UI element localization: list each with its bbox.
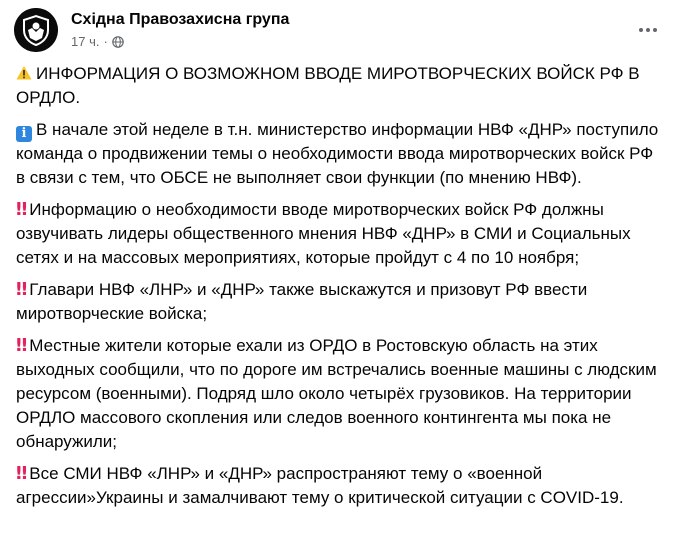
post-timestamp[interactable]: 17 ч. bbox=[71, 34, 100, 49]
post-paragraph bbox=[16, 198, 662, 270]
post-paragraph bbox=[16, 118, 662, 190]
paragraph-text: Местные жители которые ехали из ОРДО в Ростовскую область на этих выходных сообщили, что по дороге им встречались военные машины с людским ресурсом (военными). Подряд шло около четырёх грузовиков. На территории ОРДЛО массового скопления или следов военного контингента мы пока не обнаружили; bbox=[16, 336, 657, 451]
paragraph-text: В начале этой неделе в т.н. министерство информации НВФ «ДНР» поступило команда о продвижении темы о необходимости ввода миротворческих войск РФ в связи с тем, что ОБСЕ не выполняет свои функции (по мнению НВФ). bbox=[16, 120, 659, 187]
double-exclamation-icon: ‼ bbox=[16, 335, 26, 356]
more-horizontal-icon bbox=[639, 28, 643, 32]
paragraph-text: Информацию о необходимости вводе миротворческих войск РФ должны озвучивать лидеры общественного мнения НВФ «ДНР» в СМИ и Социальных сетях и на массовых мероприятиях, которые пройдут с 4 по 10 ноября; bbox=[16, 200, 631, 267]
post-meta bbox=[71, 34, 124, 49]
meta-separator: · bbox=[103, 34, 108, 49]
paragraph-text: Главари НВФ «ЛНР» и «ДНР» также выскажутся и призовут РФ ввести миротворческие войска; bbox=[16, 280, 588, 323]
post-header bbox=[14, 8, 666, 52]
more-options-button[interactable] bbox=[636, 18, 660, 42]
paragraph-text: Все СМИ НВФ «ЛНР» и «ДНР» распространяют тему о «военной агрессии»Украины и замалчивают тему о критической ситуации с COVID-19. bbox=[16, 464, 624, 507]
paragraph-text: ИНФОРМАЦИЯ О ВОЗМОЖНОМ ВВОДЕ МИРОТВОРЧЕСКИХ ВОЙСК РФ В ОРДЛО. bbox=[16, 64, 640, 107]
page-name-link[interactable]: Східна Правозахисна група bbox=[71, 11, 290, 28]
warning-icon bbox=[16, 65, 32, 81]
page-avatar[interactable] bbox=[14, 8, 58, 52]
post-paragraph bbox=[16, 278, 662, 326]
post-paragraph bbox=[16, 334, 662, 454]
info-icon: i bbox=[16, 126, 32, 142]
double-exclamation-icon: ‼ bbox=[16, 463, 26, 484]
post-body bbox=[16, 62, 662, 518]
shield-logo-icon bbox=[14, 8, 58, 52]
double-exclamation-icon: ‼ bbox=[16, 279, 26, 300]
post-paragraph bbox=[16, 62, 662, 110]
globe-icon bbox=[112, 36, 124, 48]
double-exclamation-icon: ‼ bbox=[16, 199, 26, 220]
post-paragraph bbox=[16, 462, 662, 510]
